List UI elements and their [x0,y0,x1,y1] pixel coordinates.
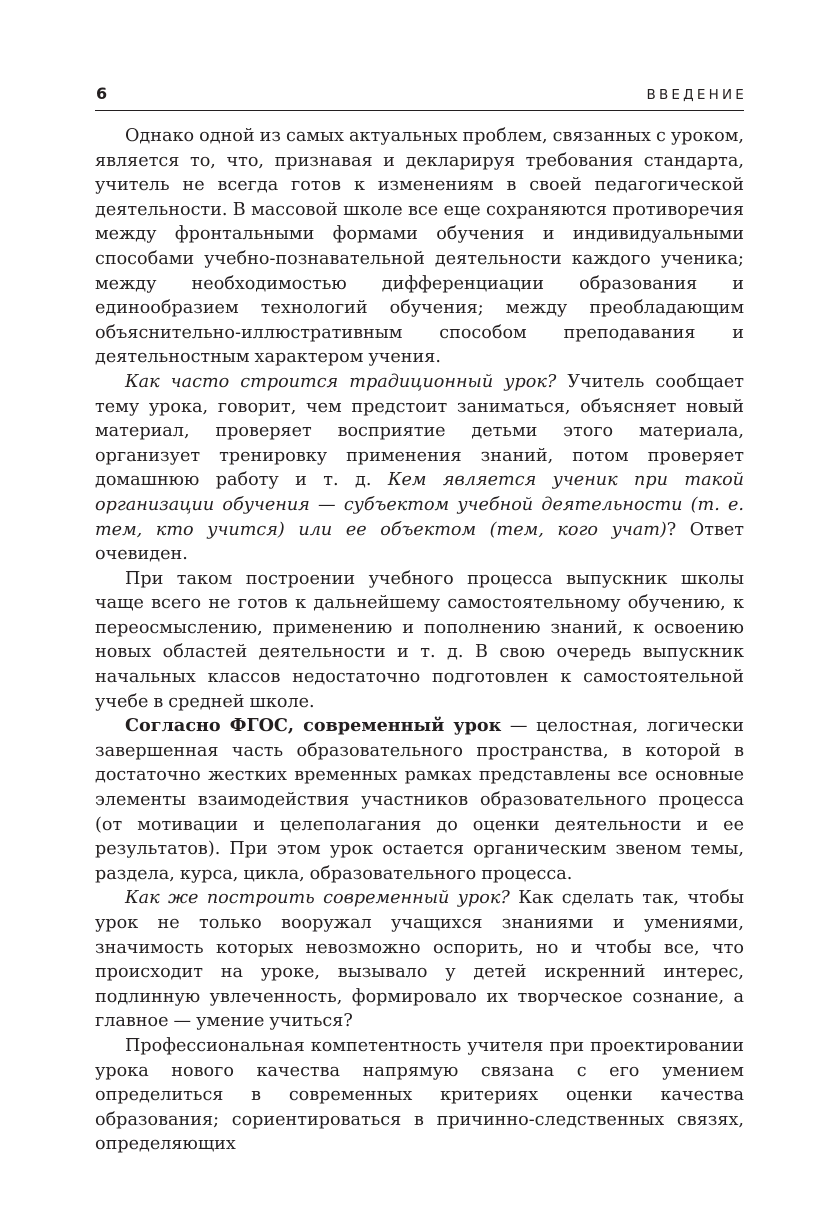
paragraph-2 [95,370,744,567]
paragraph-2-question-1: Как часто строится традиционный урок? [125,371,557,392]
paragraph-6-text: Профессиональная компетентность учителя при проектировании урока нового качества напрямую связана с его умением определиться в современных критериях оценки качества образования; сориентироваться в причинно-следственных связях, определяющих [95,1035,744,1155]
paragraph-3-text: При таком построении учебного процесса выпускник школы чаще всего не готов к дальнейшему самостоятельному обучению, к переосмыслению, применению и пополнению знаний, к освоению новых областей деятельности и т. д. В свою очередь выпускник начальных классов недостаточно подготовлен к самостоятельной учебе в средней школе. [95,568,744,712]
paragraph-4 [95,714,744,886]
paragraph-4-term: Согласно ФГОС, современный урок [125,715,502,737]
paragraph-1-text: Однако одной из самых актуальных проблем, связанных с уроком, является то, что, признавая и декларируя требования стандарта, учитель не всегда готов к изменениям в своей педагогической деятельности. В массовой школе все еще сохраняются противоречия между фронтальными формами обучения и индивидуальными способами учебно-познавательной деятельности каждого ученика; между необходимостью дифференциации образования и единообразием технологий обучения; между преобладающим объяснительно-иллюстративным способом преподавания и деятельностным характером учения. [95,126,744,368]
running-header [95,84,747,111]
section-title: ВВЕДЕНИЕ [646,87,747,103]
paragraph-5 [95,886,744,1034]
paragraph-3 [95,567,744,715]
body-text [95,124,744,1157]
paragraph-6 [95,1034,744,1157]
paragraph-5-question: Как же построить современный урок? [125,888,510,909]
paragraph-5-text: Как сделать так, чтобы урок не только вооружал учащихся знаниями и умениями, значимость которых невозможно оспорить, но и чтобы все, что происходит на уроке, вызывало у детей искренний интерес, подлинную увлеченность, формировало их творческое сознание, а главное — умение учиться? [95,888,744,1032]
paragraph-4-text: — целостная, логически завершенная часть образовательного пространства, в которой в достаточно жестких временных рамках представлены все основные элементы взаимодействия участников образовательного процесса (от мотивации и целеполагания до оценки деятельности и ее результатов). При этом урок остается органическим звеном темы, раздела, курса, цикла, образовательного процесса. [95,716,744,884]
page-number: 6 [96,84,108,103]
paragraph-2-question-2: Кем является ученик при такой организации обучения — субъектом учебной деятельности (т. е. тем, кто учится) или ее объектом (тем, кого учат) [95,470,744,540]
paragraph-2-text-1: Учитель сообщает тему урока, говорит, чем предстоит заниматься, объясняет новый материал, проверяет восприятие детьми этого материала, организует тренировку применения знаний, потом проверяет домашнюю работу и т. д. [95,371,744,491]
paragraph-1 [95,124,744,370]
book-page [95,84,747,1157]
paragraph-2-text-2: ? Ответ очевиден. [95,519,744,565]
